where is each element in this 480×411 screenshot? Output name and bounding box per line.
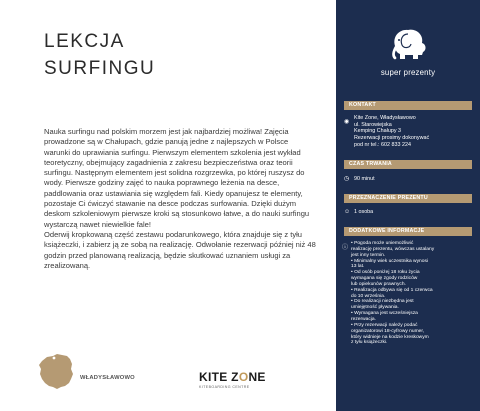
info-line: • Realizacja odbywa się od 1 czerwca (351, 287, 433, 293)
info-line: • Minimalny wiek uczestnika wynosi (351, 258, 428, 264)
kontakt-line: Kemping Chałupy 3 (354, 128, 402, 135)
info-line: rezerwacja. (351, 316, 377, 322)
info-line: do 10 września. (351, 293, 386, 299)
person-icon: ☺ (344, 209, 351, 215)
kontakt-line: pod nr tel.: 602 833 224 (354, 141, 411, 148)
title-line-1: LEKCJA (44, 31, 125, 52)
description (44, 127, 316, 271)
location-label: WŁADYSŁAWOWO (80, 375, 135, 381)
dodatkowe-header: DODATKOWE INFORMACJE (344, 227, 472, 236)
info-line: • Wymagana jest wcześniejsza (351, 311, 418, 317)
info-icon: ⓘ (342, 245, 349, 251)
description-paragraph-1: Nauka surfingu nad polskim morzem jest jak najbardziej możliwa! Zajęcia prowadzone są w Chałupach, gdzie panują jedne z najlepszych w Polsce warunki do uprawiania surfingu. Pierwszym elementem szkolenia jest wykład teoretyczny, obejmujący zagadnienia z zakresu bezpieczeństwa oraz teorii surfingu. Następnym elementem jest solidna rozgrzewka, po której ruszysz do wody. Pierwsze godziny zajęć to nauka poprawnego leżenia na desce, paddlowania oraz ustawiania się względem fali. Kiedy opanujesz te elementy, pozostaje Ci ćwiczyć stawanie na desce podczas surfowania. Dzięki dużym deskom szkoleniowym pierwsze kroki są stosunkowo łatwe, a do nauki surfingu wystarczą nawet niewielkie fale! (44, 127, 310, 229)
partner-name-part2: NE (248, 370, 266, 384)
info-line: 13 lat. (351, 264, 365, 270)
info-line: • Pogoda może uniemożliwić (351, 241, 414, 246)
info-line: jest inny termin. (351, 252, 386, 258)
info-line: • Przy rezerwacji należy podać (351, 322, 418, 328)
description-paragraph-2: Oderwij kropkowaną część zestawu podarunkowego, która znajduje się z tyłu książeczki, i zabierz ją ze sobą na realizację. Odwołanie rezerwacji później niż 48 godzin przed planowaną realizacją, będzie skutkować uznaniem usługi za zrealizowaną. (44, 229, 316, 270)
title-line-2: SURFINGU (44, 58, 156, 79)
info-line: który widnieje na kodzie kreskowym (351, 334, 429, 340)
partner-name-o: O (238, 370, 249, 384)
info-line: z tyłu książeczki. (351, 340, 388, 346)
dodatkowe-info (342, 241, 473, 346)
partner-subtitle: KITEBOARDING CENTRE (199, 385, 250, 389)
kontakt-line: ul. Starowiejska (354, 121, 392, 128)
czas-header: CZAS TRWANIA (344, 160, 472, 169)
kontakt-info (344, 115, 472, 155)
info-line: • Od osób poniżej 18 roku życia (351, 270, 420, 276)
info-line: umiejętność pływania. (351, 305, 399, 311)
kontakt-header: KONTAKT (344, 101, 472, 110)
info-line: lub opiekunów prawnych. (351, 281, 406, 287)
info-line: wymagana się zgody rodziców (351, 276, 418, 282)
info-sidebar (336, 0, 480, 411)
kontakt-line: Rezerwacji prosimy dokonywać (354, 135, 430, 142)
partner-name (199, 370, 266, 384)
czas-value: 90 minut (354, 176, 375, 182)
info-line: • Do realizacji niezbędna jest (351, 299, 414, 305)
clock-icon: ◷ (344, 176, 350, 182)
kontakt-lines (354, 115, 466, 149)
kontakt-line: Kite Zone, Władysławowo (354, 115, 416, 121)
elephant-logo-icon (386, 26, 430, 64)
info-line: organizatorowi 18-cyfrowy numer, (351, 328, 425, 334)
brand-name: super prezenty (380, 68, 436, 77)
partner-name-part1: KITE Z (199, 370, 239, 384)
przeznaczenie-header: PRZEZNACZENIE PREZENTU (344, 194, 472, 203)
location-pin-icon: ◉ (344, 119, 350, 125)
info-line: realizację prezentu, wówczas ustalany (351, 246, 435, 252)
page-title (44, 28, 155, 82)
kite-zone-logo (199, 370, 266, 389)
poland-map-icon (36, 352, 76, 392)
dodatkowe-list (351, 241, 473, 346)
przeznaczenie-value: 1 osoba (354, 209, 374, 215)
